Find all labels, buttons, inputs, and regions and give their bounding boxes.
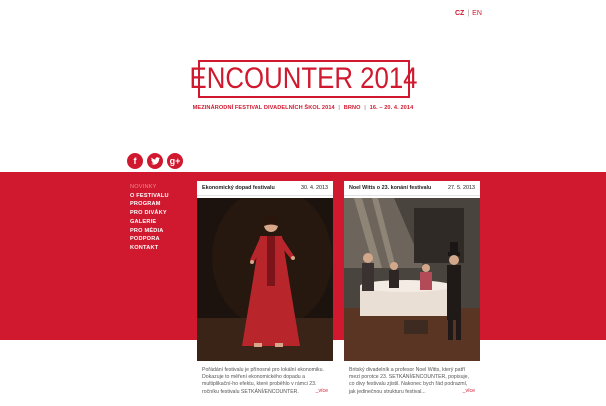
festival-subtitle	[0, 105, 606, 111]
facebook-icon[interactable]: f	[127, 153, 143, 169]
article-header	[344, 181, 480, 196]
article-photo[interactable]	[197, 198, 333, 361]
logo-text: ENCOUNTER 2014	[190, 62, 418, 95]
article-date: 30. 4. 2013	[301, 185, 328, 191]
main-navigation	[130, 183, 169, 253]
article-title[interactable]: Noel Witts o 23. konání festivalu	[349, 185, 432, 191]
social-links	[127, 153, 183, 169]
subtitle-dates: 16. – 20. 4. 2014	[369, 105, 414, 111]
stage-scene-illustration	[344, 198, 480, 361]
article-excerpt: Pořádání festivalu je přínosné pro lokální ekonomiku. Dokazuje to měření ekonomického dopadu a multiplikační-ho efektu, které proběhlo v rámci 23. ročníku festivalu SETKÁNÍ/ENCOUNTER.	[202, 367, 324, 395]
nav-item-novinky[interactable]: NOVINKY	[130, 184, 157, 190]
performer-red-coat-illustration	[197, 198, 333, 361]
language-switcher	[455, 10, 482, 17]
subtitle-city: BRNO	[343, 105, 361, 111]
lang-en-link[interactable]: EN	[472, 10, 482, 17]
nav-item-podpora[interactable]: PODPORA	[130, 236, 160, 243]
twitter-icon[interactable]	[147, 153, 163, 169]
article-header	[197, 181, 333, 196]
article-photo[interactable]	[344, 198, 480, 361]
lang-cz-link[interactable]: CZ	[455, 10, 465, 17]
article-card[interactable]	[197, 181, 333, 406]
article-date: 27. 5. 2013	[448, 185, 475, 191]
twitter-bird-icon	[151, 157, 160, 165]
lang-separator: |	[467, 10, 470, 17]
nav-item-pro-divaky[interactable]: PRO DIVÁKY	[130, 210, 167, 217]
read-more-link[interactable]: _více	[462, 388, 475, 394]
subtitle-separator: |	[338, 105, 341, 111]
article-card[interactable]	[344, 181, 480, 406]
nav-item-o-festivalu[interactable]: O FESTIVALU	[130, 192, 169, 199]
subtitle-festival-name: MEZINÁRODNÍ FESTIVAL DIVADELNÍCH ŠKOL 2014	[192, 105, 335, 111]
article-title[interactable]: Ekonomický dopad festivalu	[202, 185, 275, 191]
article-excerpt: Britský divadelník a profesor Noel Witts, který patří mezi porotce 23. SETKÁNÍ/ENCOUNTER, popisuje, co divy festivalu zjistil. Nakonec bych řád podrazml, jak jedinečnou strukturu festival...	[349, 367, 469, 395]
googleplus-icon[interactable]: g+	[167, 153, 183, 169]
nav-item-kontakt[interactable]: KONTAKT	[130, 244, 159, 251]
site-logo[interactable]	[190, 60, 418, 98]
nav-item-galerie[interactable]: GALERIE	[130, 218, 157, 225]
nav-item-program[interactable]: PROGRAM	[130, 201, 161, 208]
nav-item-pro-media[interactable]: PRO MÉDIA	[130, 227, 164, 234]
subtitle-separator: |	[364, 105, 366, 111]
read-more-link[interactable]: _více	[315, 388, 328, 394]
